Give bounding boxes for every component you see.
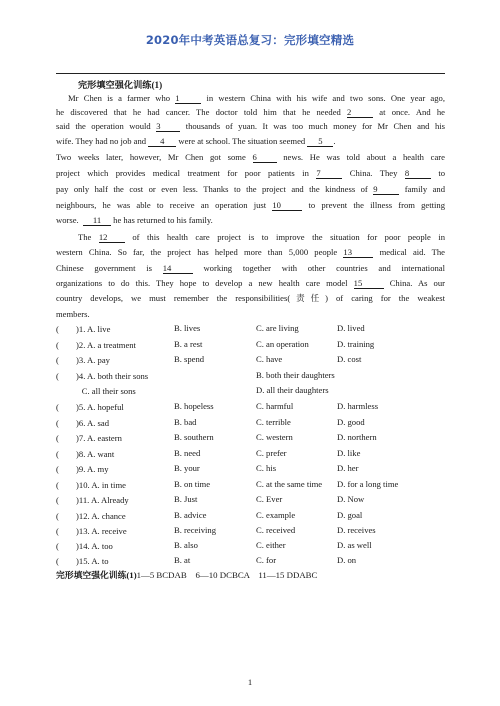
passage-line: neighbours, he was able to receive an operation just 10 to prevent the illness from getting — [56, 200, 445, 210]
question-item: ( )1. A. live B. lives C. are living D. lived — [56, 323, 365, 334]
question-item: ( )10. A. in time B. on time C. at the same time D. for a long time — [56, 479, 399, 490]
blank-2: 2 — [347, 108, 373, 118]
question-item: ( )8. A. want B. need C. prefer D. like — [56, 448, 361, 459]
answer-key-text: 1—5 BCDAB 6—10 DCBCA 11—15 DDABC — [136, 570, 318, 580]
question-item: ( )7. A. eastern B. southern C. western D. northern — [56, 432, 377, 443]
passage-line: The 12 of this health care project is to improve the situation for poor people in — [78, 232, 446, 242]
blank-13: 13 — [343, 248, 373, 258]
blank-7: 7 — [316, 169, 342, 179]
blank-1: 1 — [175, 94, 201, 104]
question-item: ( )12. A. chance B. advice C. example D. goal — [56, 510, 363, 521]
blank-5: 5 — [307, 137, 333, 147]
blank-3: 3 — [156, 122, 180, 132]
question-item: C. all their sons D. all their daughters — [56, 385, 329, 396]
blank-6: 6 — [253, 153, 277, 163]
question-item: ( )13. A. receive B. receiving C. received D. receives — [56, 525, 376, 536]
passage-line: western China. So far, the project has helped more than 5,000 people 13 medical aid. The — [56, 247, 445, 257]
passage-line: Chinese government is 14 working together with other countries and international — [56, 263, 445, 273]
question-item: ( )4. A. both their sons B. both their daughters — [56, 370, 335, 381]
passage-line: said the operation would 3 thousands of yuan. It was too much money for Mr Chen and his — [56, 121, 445, 131]
question-item: ( )2. A. a treatment B. a rest C. an operation D. training — [56, 339, 375, 350]
question-item: ( )15. A. to B. at C. for D. on — [56, 555, 357, 566]
blank-14: 14 — [163, 264, 193, 274]
question-item: ( )9. A. my B. your C. his D. her — [56, 463, 359, 474]
passage-line: Mr Chen is a farmer who 1 in western China with his wife and two sons. One year ago, — [68, 93, 445, 103]
blank-12: 12 — [99, 233, 125, 243]
blank-15: 15 — [354, 279, 384, 289]
question-item: ( )14. A. too B. also C. either D. as well — [56, 540, 372, 551]
passage-line: project which provides medical treatment for poor patients in 7 China. They 8 to — [56, 168, 445, 178]
passage-line: he discovered that he had cancer. The doctor told him that he needed 2 at once. And he — [56, 107, 445, 117]
blank-4: 4 — [148, 137, 176, 147]
question-item: ( )11. A. Already B. Just C. Ever D. Now — [56, 494, 365, 505]
passage-line: Two weeks later, however, Mr Chen got some 6 news. He was told about a health care — [56, 152, 445, 162]
blank-9: 9 — [373, 185, 399, 195]
title-divider — [56, 73, 445, 74]
passage-line: wife. They had no job and 4 were at school. The situation seemed 5 . — [56, 136, 336, 146]
passage-line: organizations to do this. They hope to develop a new health care model 15 China. As our — [56, 278, 446, 288]
passage-line: country develops, we must remember the responsibilities(责任) of caring for the weakest — [56, 293, 445, 303]
blank-8: 8 — [405, 169, 431, 179]
answer-key — [56, 568, 317, 581]
blank-10: 10 — [272, 201, 302, 211]
passage-line: worse. 11 he has returned to his family. — [56, 215, 213, 225]
answer-key-label: 完形填空强化训练(1) — [56, 570, 137, 580]
passage-line: pay only half the cost or even less. Thanks to the project and the kindness of 9 family and — [56, 184, 445, 194]
question-item: ( )5. A. hopeful B. hopeless C. harmful D. harmless — [56, 401, 379, 412]
question-item: ( )3. A. pay B. spend C. have D. cost — [56, 354, 362, 365]
page-number: 1 — [247, 677, 253, 687]
document-title: 2020年中考英语总复习：完形填空精选 — [145, 33, 355, 47]
section-subtitle: 完形填空强化训练(1) — [78, 80, 163, 90]
passage-line: members. — [56, 309, 90, 319]
blank-11: 11 — [83, 216, 111, 226]
question-item: ( )6. A. sad B. bad C. terrible D. good — [56, 417, 365, 428]
